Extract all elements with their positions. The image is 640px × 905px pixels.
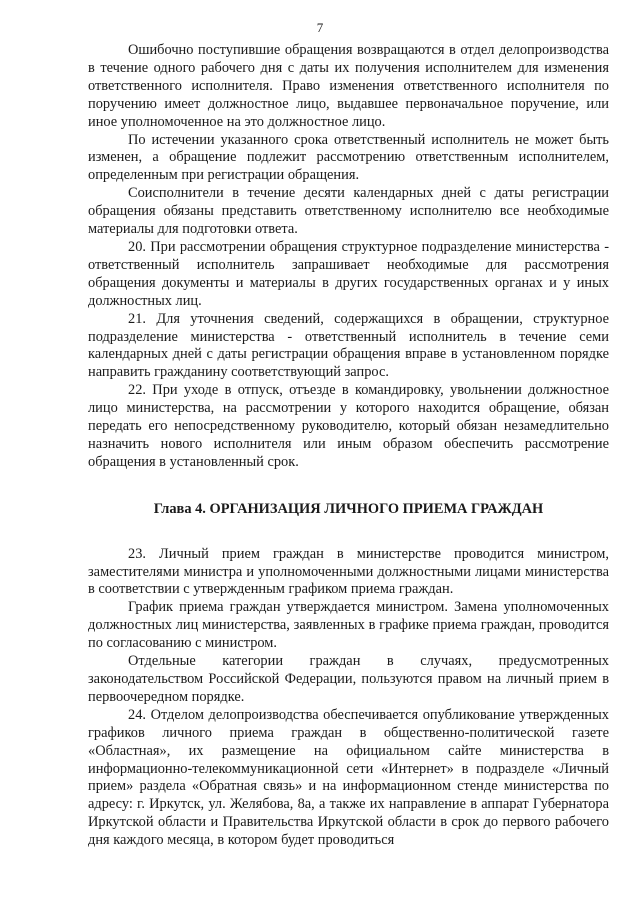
paragraph-clause-22: 22. При уходе в отпуск, отъезде в командировку, увольнении должностное лицо министерства, на рассмотрении у которого находится обращение, обязан передать его непосредственному руководителю, который обязан незамедлительно назначить нового исполнителя или иным образом обеспечить рассмотрение обращения в установленный срок. [88, 382, 609, 470]
paragraph-schedule-approval: График приема граждан утверждается министром. Замена уполномоченных должностных лиц министерства, заявленных в графике приема граждан, проводится по согласованию с министром. [88, 599, 609, 652]
page-number: 7 [316, 20, 324, 35]
paragraph-clause-23: 23. Личный прием граждан в министерстве проводится министром, заместителями министра и уполномоченными должностными лицами министерства в соответствии с утвержденным графиком приема граждан. [88, 545, 609, 598]
document-body [88, 42, 609, 850]
chapter-heading: Глава 4. ОРГАНИЗАЦИЯ ЛИЧНОГО ПРИЕМА ГРАЖДАН [153, 500, 544, 517]
paragraph-clause-24: 24. Отделом делопроизводства обеспечивается опубликование утвержденных графиков личного приема граждан в общественно-политической газете «Областная», их размещение на официальном сайте министерства в информационно-телекоммуникационной сети «Интернет» в подразделе «Личный прием» раздела «Обратная связь» и на информационном стенде министерства по адресу: г. Иркутск, ул. Желябова, 8а, а также их направление в аппарат Губернатора Иркутской области и Правительства Иркутской области в срок до первого рабочего дня каждого месяца, в котором будет проводиться [88, 706, 609, 849]
paragraph-co-executors: Соисполнители в течение десяти календарных дней с даты регистрации обращения обязаны представить ответственному исполнителю все необходимые материалы для подготовки ответа. [88, 185, 609, 238]
paragraph-clause-21: 21. Для уточнения сведений, содержащихся в обращении, структурное подразделение министерства - ответственный исполнитель в течение семи календарных дней с даты регистрации обращения вправе в установленном порядке направить гражданину соответствующий запрос. [88, 310, 609, 381]
paragraph-clause-20: 20. При рассмотрении обращения структурное подразделение министерства - ответственный исполнитель запрашивает необходимые для рассмотрения обращения документы и материалы в других государственных органах и у иных должностных лиц. [88, 238, 609, 309]
paragraph-executor-change-deadline: По истечении указанного срока ответственный исполнитель не может быть изменен, а обращение подлежит рассмотрению ответственным исполнителем, определенным при регистрации обращения. [88, 131, 609, 184]
paragraph-priority-categories: Отдельные категории граждан в случаях, предусмотренных законодательством Российской Федерации, пользуются правом на личный прием в первоочередном порядке. [88, 653, 609, 705]
paragraph-misdirected-appeals: Ошибочно поступившие обращения возвращаются в отдел делопроизводства в течение одного рабочего дня с даты их получения исполнителем для изменения ответственного исполнителя. Право изменения ответственного исполнителя по поручению имеет должностное лицо, выдавшее первоначальное поручение, или иное уполномоченное на это должностное лицо. [88, 42, 609, 130]
